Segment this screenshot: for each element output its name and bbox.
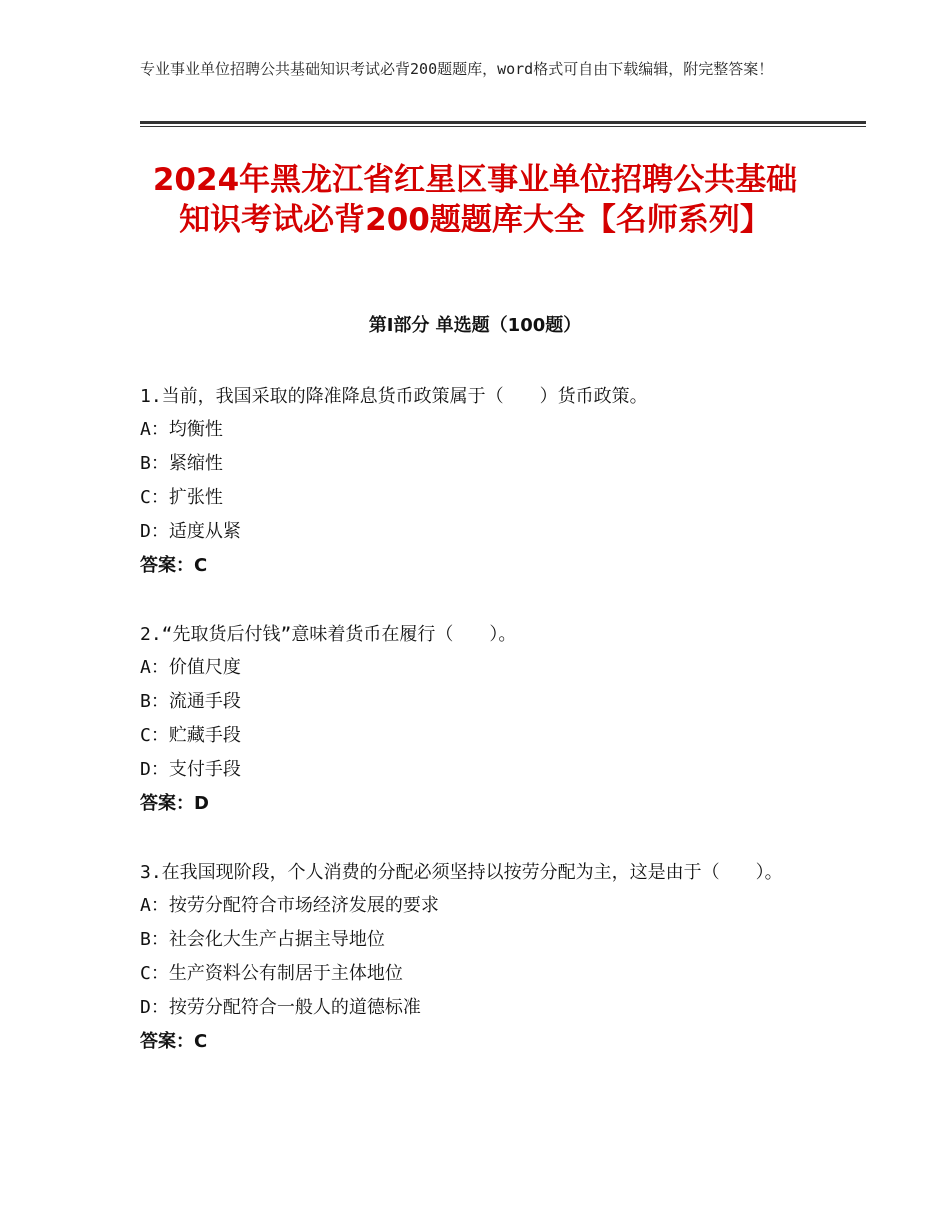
question-text: 3.在我国现阶段，个人消费的分配必须坚持以按劳分配为主，这是由于（ ）。 [140, 862, 783, 883]
question-2 [140, 619, 810, 821]
question-text: 1.当前，我国采取的降准降息货币政策属于（ ）货币政策。 [140, 386, 648, 407]
question-1 [140, 381, 810, 583]
option-c: C：贮藏手段 [140, 725, 241, 746]
answer: 答案：C [140, 555, 208, 576]
section-title: 第Ⅰ部分 单选题（100题） [368, 315, 582, 336]
header-note: 专业事业单位招聘公共基础知识考试必背200题题库，word格式可自由下载编辑，附完整答案！ [140, 60, 774, 78]
option-b: B：紧缩性 [140, 453, 223, 474]
option-a: A：按劳分配符合市场经济发展的要求 [140, 895, 439, 916]
answer: 答案：D [140, 793, 209, 814]
question-text: 2.“先取货后付钱”意味着货币在履行（ ）。 [140, 624, 517, 645]
header-divider-thick [140, 121, 866, 124]
document-title: 2024年黑龙江省红星区事业单位招聘公共基础知识考试必背200题题库大全【名师系列】 [152, 162, 798, 238]
option-a: A：价值尺度 [140, 657, 241, 678]
header-divider-thin [140, 126, 866, 127]
option-d: D：按劳分配符合一般人的道德标准 [140, 997, 421, 1018]
answer: 答案：C [140, 1031, 208, 1052]
option-c: C：生产资料公有制居于主体地位 [140, 963, 403, 984]
question-3 [140, 857, 810, 1059]
option-c: C：扩张性 [140, 487, 223, 508]
option-a: A：均衡性 [140, 419, 223, 440]
option-d: D：适度从紧 [140, 521, 241, 542]
option-b: B：流通手段 [140, 691, 241, 712]
option-b: B：社会化大生产占据主导地位 [140, 929, 385, 950]
option-d: D：支付手段 [140, 759, 241, 780]
